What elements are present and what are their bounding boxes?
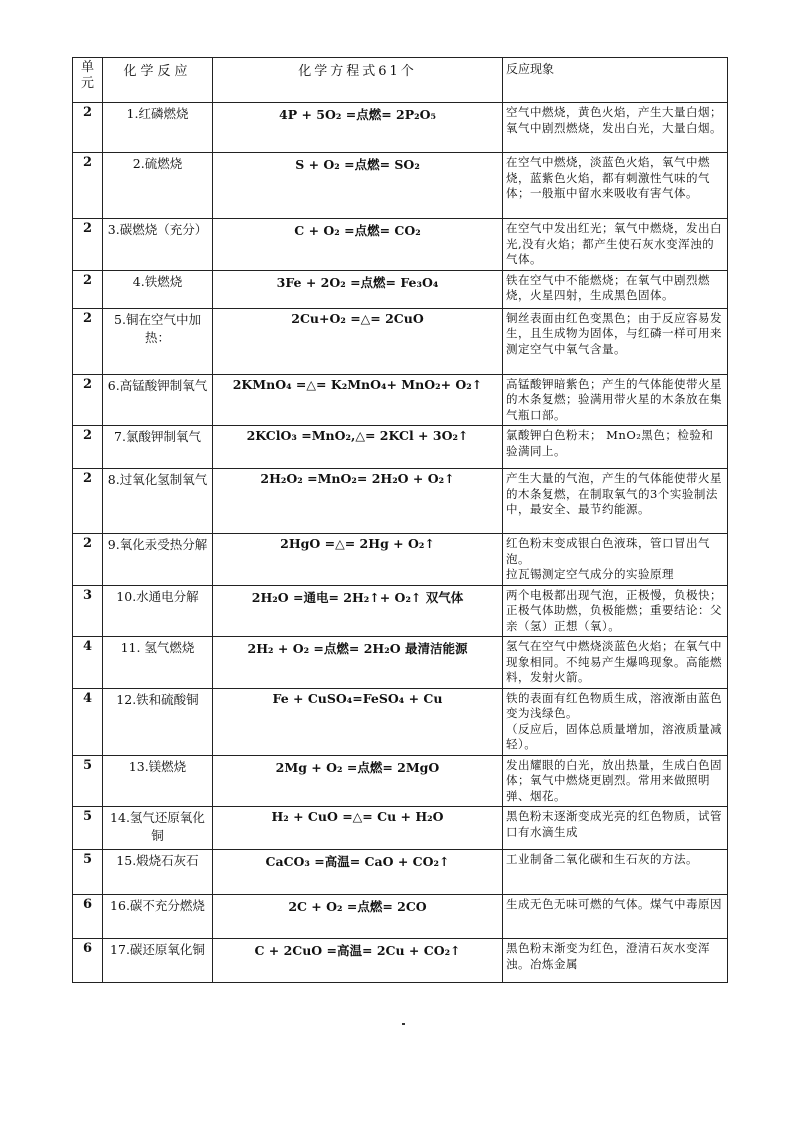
reaction-name-cell: 6.高锰酸钾制氧气 (103, 374, 213, 426)
unit-cell: 2 (73, 308, 103, 374)
equation-cell: H₂ + CuO =△= Cu + H₂O (213, 807, 503, 850)
reaction-name-cell: 16.碳不充分燃烧 (103, 895, 213, 939)
unit-cell: 2 (73, 374, 103, 426)
unit-cell: 6 (73, 939, 103, 983)
equation-cell: 4P + 5O₂ =点燃= 2P₂O₅ (213, 103, 503, 153)
unit-cell: 2 (73, 103, 103, 153)
equation-cell: CaCO₃ =高温= CaO + CO₂↑ (213, 850, 503, 895)
unit-cell: 5 (73, 850, 103, 895)
unit-cell: 5 (73, 807, 103, 850)
table-row (73, 374, 728, 426)
equation-cell: 2H₂O =通电= 2H₂↑+ O₂↑ 双气体 (213, 585, 503, 637)
equation-cell: 2HgO =△= 2Hg + O₂↑ (213, 534, 503, 586)
phenomenon-cell: 黑色粉末渐变为红色，澄清石灰水变浑浊。冶炼金属 (503, 939, 728, 983)
phenomenon-cell: 两个电极都出现气泡，正极慢，负极快；正极气体助燃，负极能燃；重要结论：父亲（氢）正想（氧）。 (503, 585, 728, 637)
reaction-name-cell: 15.煅烧石灰石 (103, 850, 213, 895)
phenomenon-cell: 氯酸钾白色粉末； MnO₂黑色；检验和验满同上。 (503, 426, 728, 469)
unit-cell: 4 (73, 637, 103, 689)
equation-cell: 2Mg + O₂ =点燃= 2MgO (213, 755, 503, 807)
reaction-name-cell: 3.碳燃烧（充分） (103, 219, 213, 271)
phenomenon-cell: 在空气中发出红光；氧气中燃烧，发出白光,没有火焰；都产生使石灰水变浑浊的气体。 (503, 219, 728, 271)
equation-cell: 2KClO₃ =MnO₂,△= 2KCl + 3O₂↑ (213, 426, 503, 469)
table-row (73, 807, 728, 850)
reaction-table-sheet (72, 57, 727, 983)
header-equation: 化学方程式61个 (213, 58, 503, 103)
table-row (73, 103, 728, 153)
equation-cell: 2KMnO₄ =△= K₂MnO₄+ MnO₂+ O₂↑ (213, 374, 503, 426)
table-row (73, 219, 728, 271)
phenomenon-cell: 发出耀眼的白光，放出热量，生成白色固体；氧气中燃烧更剧烈。常用来做照明弹、烟花。 (503, 755, 728, 807)
header-reaction: 化学反应 (103, 58, 213, 103)
table-row (73, 270, 728, 308)
header-phenomenon: 反应现象 (503, 58, 728, 103)
unit-cell: 2 (73, 153, 103, 219)
scan-speck (402, 1023, 405, 1025)
unit-cell: 2 (73, 426, 103, 469)
table-row (73, 153, 728, 219)
phenomenon-cell: 工业制备二氧化碳和生石灰的方法。 (503, 850, 728, 895)
reaction-name-cell: 1.红磷燃烧 (103, 103, 213, 153)
unit-cell: 3 (73, 585, 103, 637)
reaction-name-cell: 13.镁燃烧 (103, 755, 213, 807)
phenomenon-cell: 铁的表面有红色物质生成，溶液渐由蓝色变为浅绿色。 （反应后，固体总质量增加，溶液质量减轻）。 (503, 688, 728, 755)
phenomenon-cell: 空气中燃烧，黄色火焰，产生大量白烟；氧气中剧烈燃烧，发出白光，大量白烟。 (503, 103, 728, 153)
table-row (73, 534, 728, 586)
phenomenon-cell: 氢气在空气中燃烧淡蓝色火焰；在氧气中现象相同。不纯易产生爆鸣现象。高能燃料，发射火箭。 (503, 637, 728, 689)
reaction-name-cell: 9.氧化汞受热分解 (103, 534, 213, 586)
unit-cell: 5 (73, 755, 103, 807)
equation-cell: 2Cu+O₂ =△= 2CuO (213, 308, 503, 374)
phenomenon-cell: 生成无色无味可燃的气体。煤气中毒原因 (503, 895, 728, 939)
reaction-name-cell: 17.碳还原氧化铜 (103, 939, 213, 983)
reaction-name-cell: 5.铜在空气中加热： (103, 308, 213, 374)
table-row (73, 895, 728, 939)
unit-cell: 6 (73, 895, 103, 939)
equation-cell: Fe + CuSO₄=FeSO₄ + Cu (213, 688, 503, 755)
table-row (73, 939, 728, 983)
reaction-name-cell: 12.铁和硫酸铜 (103, 688, 213, 755)
reaction-name-cell: 14.氢气还原氧化铜 (103, 807, 213, 850)
reaction-name-cell: 8.过氧化氢制氧气 (103, 469, 213, 534)
reaction-name-cell: 4.铁燃烧 (103, 270, 213, 308)
table-header-row (73, 58, 728, 103)
table-row (73, 755, 728, 807)
table-row (73, 637, 728, 689)
chemical-reactions-table (72, 57, 728, 983)
equation-cell: 2H₂ + O₂ =点燃= 2H₂O 最清洁能源 (213, 637, 503, 689)
header-unit: 单元 (73, 58, 103, 103)
phenomenon-cell: 红色粉末变成银白色液珠，管口冒出气泡。 拉瓦锡测定空气成分的实验原理 (503, 534, 728, 586)
table-row (73, 469, 728, 534)
equation-cell: 2C + O₂ =点燃= 2CO (213, 895, 503, 939)
equation-cell: C + 2CuO =高温= 2Cu + CO₂↑ (213, 939, 503, 983)
phenomenon-cell: 在空气中燃烧，淡蓝色火焰，氧气中燃烧，蓝紫色火焰，都有刺激性气味的气体；一般瓶中留水来吸收有害气体。 (503, 153, 728, 219)
phenomenon-cell: 铁在空气中不能燃烧；在氧气中剧烈燃烧，火星四射，生成黑色固体。 (503, 270, 728, 308)
equation-cell: S + O₂ =点燃= SO₂ (213, 153, 503, 219)
equation-cell: 2H₂O₂ =MnO₂= 2H₂O + O₂↑ (213, 469, 503, 534)
reaction-name-cell: 7.氯酸钾制氧气 (103, 426, 213, 469)
equation-cell: 3Fe + 2O₂ =点燃= Fe₃O₄ (213, 270, 503, 308)
table-row (73, 308, 728, 374)
phenomenon-cell: 铜丝表面由红色变黑色；由于反应容易发生，且生成物为固体，与红磷一样可用来测定空气中氧气含量。 (503, 308, 728, 374)
unit-cell: 2 (73, 469, 103, 534)
reaction-name-cell: 2.硫燃烧 (103, 153, 213, 219)
reaction-name-cell: 10.水通电分解 (103, 585, 213, 637)
reaction-name-cell: 11. 氢气燃烧 (103, 637, 213, 689)
unit-cell: 2 (73, 270, 103, 308)
unit-cell: 2 (73, 219, 103, 271)
table-row (73, 585, 728, 637)
table-row (73, 426, 728, 469)
phenomenon-cell: 产生大量的气泡，产生的气体能使带火星的木条复燃，在制取氧气的3个实验制法中，最安全、最节约能源。 (503, 469, 728, 534)
table-row (73, 688, 728, 755)
phenomenon-cell: 高锰酸钾暗紫色；产生的气体能使带火星的木条复燃；验满用带火星的木条放在集气瓶口部。 (503, 374, 728, 426)
phenomenon-cell: 黑色粉末逐渐变成光亮的红色物质，试管口有水滴生成 (503, 807, 728, 850)
unit-cell: 4 (73, 688, 103, 755)
table-row (73, 850, 728, 895)
equation-cell: C + O₂ =点燃= CO₂ (213, 219, 503, 271)
unit-cell: 2 (73, 534, 103, 586)
